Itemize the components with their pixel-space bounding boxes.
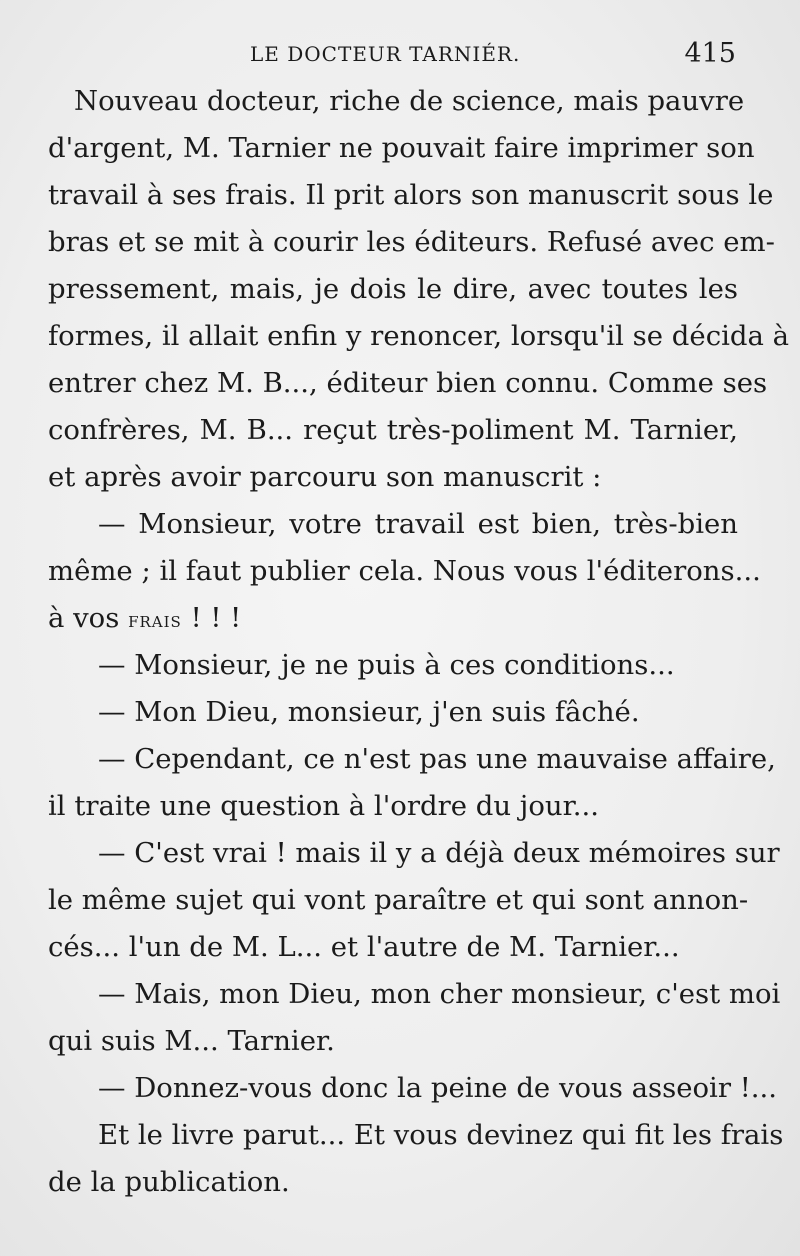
text-fragment: à vos [48,602,120,634]
dialogue-line: — Mais, mon Dieu, mon cher monsieur, c'est moi [98,978,781,1010]
text-line: Et le livre parut... Et vous devinez qui fit les frais [98,1119,784,1151]
text-line: formes, il allait enfin y renoncer, lorsqu'il se décida à [48,320,790,352]
text-line: et après avoir parcouru son manuscrit : [48,461,602,493]
dialogue-line: — Cependant, ce n'est pas une mauvaise affaire, [98,743,776,775]
dialogue-line: — Monsieur, votre travail est bien, très-bien [98,508,738,540]
text-line: bras et se mit à courir les éditeurs. Refusé avec em- [48,226,775,258]
exclamation-marks: ! ! ! [181,602,242,634]
text-line: travail à ses frais. Il prit alors son manuscrit sous le [48,179,774,211]
text-line: Nouveau docteur, riche de science, mais pauvre [74,85,745,117]
running-head: LE DOCTEUR TARNIÉR. [250,42,521,66]
body-text [48,78,790,1206]
text-line: cés... l'un de M. L... et l'autre de M. Tarnier... [48,931,680,963]
dialogue-line: — Mon Dieu, monsieur, j'en suis fâché. [98,696,640,728]
small-caps-word: frais [128,608,182,633]
text-line: il traite une question à l'ordre du jour... [48,790,599,822]
text-line: même ; il faut publier cela. Nous vous l'éditerons... [48,555,761,587]
text-line: pressement, mais, je dois le dire, avec toutes les [48,273,738,305]
dialogue-line: — Donnez-vous donc la peine de vous asseoir !... [98,1072,778,1104]
dialogue-line: — Monsieur, je ne puis à ces conditions... [98,649,675,681]
text-line: qui suis M... Tarnier. [48,1025,335,1057]
text-line: de la publication. [48,1166,290,1198]
text-line: confrères, M. B... reçut très-poliment M. Tarnier, [48,414,738,446]
text-line: d'argent, M. Tarnier ne pouvait faire imprimer son [48,132,755,164]
dialogue-line: — C'est vrai ! mais il y a déjà deux mémoires sur [98,837,780,869]
page-number: 415 [684,38,736,69]
page-header [60,38,740,78]
text-line [48,595,738,642]
text-line: le même sujet qui vont paraître et qui sont annon- [48,884,749,916]
text-line: entrer chez M. B..., éditeur bien connu. Comme ses [48,367,768,399]
